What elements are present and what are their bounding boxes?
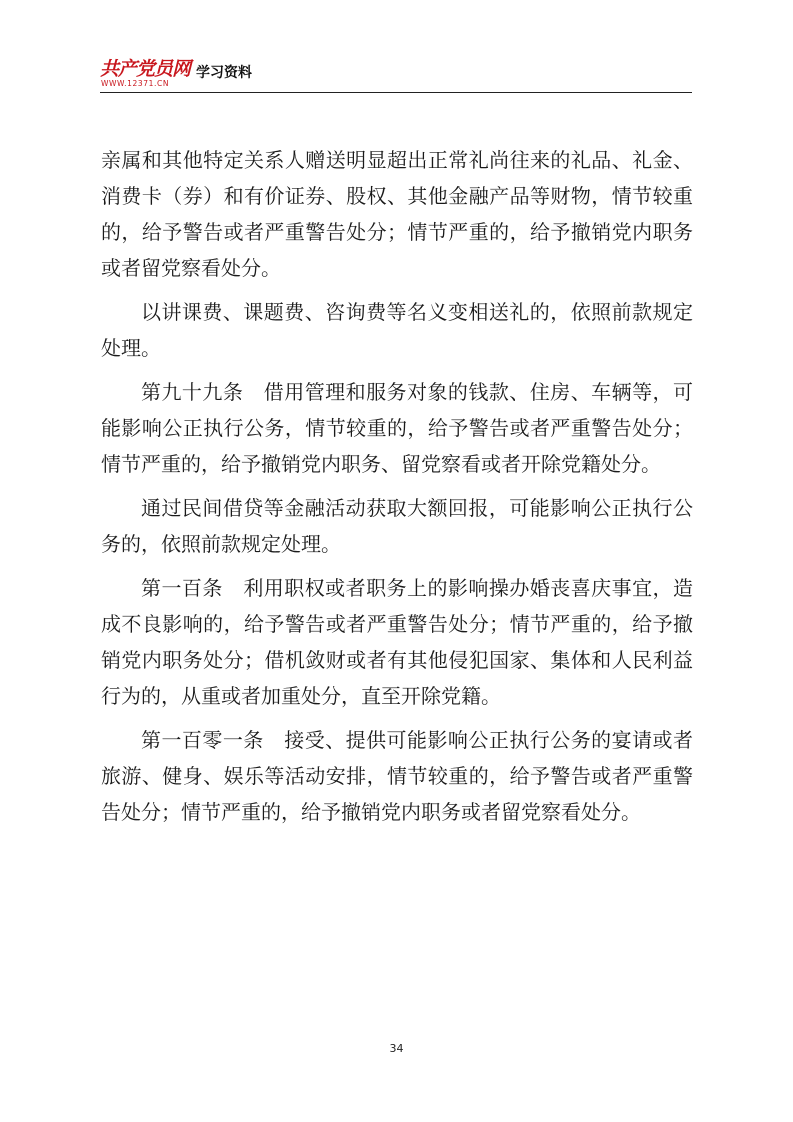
- paragraph-4: [101, 490, 693, 562]
- article-101: [101, 722, 693, 830]
- paragraph-text: 通过民间借贷等金融活动获取大额回报，可能影响公正执行公务的，依照前款规定处理。: [101, 496, 693, 556]
- article-number: 第一百条: [141, 576, 223, 600]
- article-number: 第九十九条: [141, 380, 244, 404]
- paragraph-2: [101, 294, 693, 366]
- paragraph-text: 接受、提供可能影响公正执行公务的宴请或者旅游、健身、娱乐等活动安排，情节较重的，给予警告或者严重警告处分；情节严重的，给予撤销党内职务或者留党察看处分。: [101, 728, 694, 824]
- article-99: [101, 374, 693, 482]
- logo-script-text: 共产党员网: [100, 58, 191, 80]
- paragraph-text: 利用职权或者职务上的影响操办婚丧喜庆事宜，造成不良影响的，给予警告或者严重警告处分；情节严重的，给予撤销党内职务处分；借机敛财或者有其他侵犯国家、集体和人民利益行为的，从重或者加重处分，直至开除党籍。: [101, 576, 694, 708]
- article-number: 第一百零一条: [141, 728, 264, 752]
- logo-url-text: WWW.12371.CN: [101, 79, 170, 88]
- header-divider: [100, 92, 692, 93]
- paragraph-1: [101, 142, 693, 286]
- document-body: [101, 142, 693, 838]
- site-logo: [100, 52, 192, 92]
- header-section-label: 学习资料: [196, 65, 252, 81]
- paragraph-text: 借用管理和服务对象的钱款、住房、车辆等，可能影响公正执行公务，情节较重的，给予警告或者严重警告处分；情节严重的，给予撤销党内职务、留党察看或者开除党籍处分。: [101, 380, 694, 476]
- article-100: [101, 570, 693, 714]
- paragraph-text: 亲属和其他特定关系人赠送明显超出正常礼尚往来的礼品、礼金、消费卡（券）和有价证券、股权、其他金融产品等财物，情节较重的，给予警告或者严重警告处分；情节严重的，给予撤销党内职务或者留党察看处分。: [101, 148, 693, 280]
- page-header: [100, 52, 692, 94]
- paragraph-text: 以讲课费、课题费、咨询费等名义变相送礼的，依照前款规定处理。: [101, 300, 693, 360]
- page-number: 34: [389, 1042, 404, 1055]
